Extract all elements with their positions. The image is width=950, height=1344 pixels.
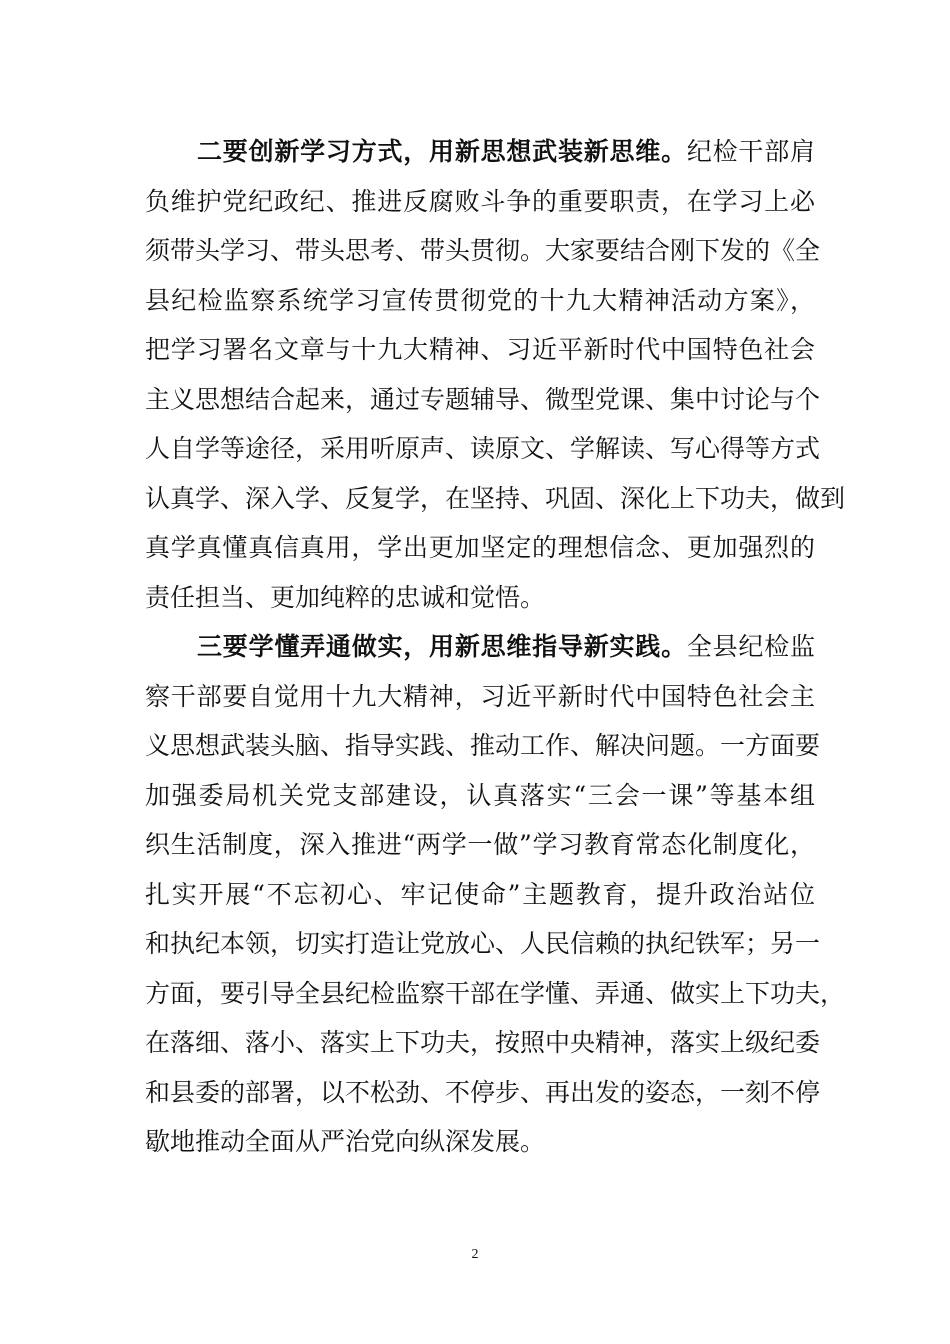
page-number: 2: [471, 1247, 479, 1262]
paragraph-2: [145, 622, 846, 1167]
paragraph-2-line: 义思想武装头脑、指导实践、推动工作、解决问题。一方面要: [145, 731, 821, 760]
paragraph-2-line-1-rest: 全县纪检监: [686, 632, 815, 661]
paragraph-2-line-1: [145, 622, 815, 672]
paragraph-2-line: 加强委局机关党支部建设，认真落实“三会一课”等基本组: [145, 780, 815, 810]
paragraph-2-line: 和县委的部署，以不松劲、不停步、再出发的姿态，一刻不停: [145, 1077, 821, 1107]
paragraph-2-line: 察干部要自觉用十九大精神，习近平新时代中国特色社会主: [145, 681, 815, 711]
paragraph-1-line: 主义思想结合起来，通过专题辅导、微型党课、集中讨论与个: [145, 384, 821, 414]
paragraph-1-line: 县纪检监察系统学习宣传贯彻党的十九大精神活动方案》，: [145, 285, 815, 315]
paragraph-1-line-1: [145, 127, 815, 177]
paragraph-1-line: 认真学、深入学、反复学，在坚持、巩固、深化上下功夫，做到: [145, 483, 846, 513]
document-body: [145, 127, 846, 1167]
paragraph-1-line: 负维护党纪政纪、推进反腐败斗争的重要职责，在学习上必: [145, 186, 815, 216]
paragraph-1-line: 把学习署名文章与十九大精神、习近平新时代中国特色社会: [145, 335, 815, 364]
paragraph-1-line-1-rest: 纪检干部肩: [686, 137, 815, 166]
paragraph-1-line: 责任担当、更加纯粹的忠诚和觉悟。: [145, 582, 546, 612]
paragraph-2-line: 在落细、落小、落实上下功夫，按照中央精神，落实上级纪委: [145, 1028, 821, 1057]
paragraph-1-line: 须带头学习、带头思考、带头贯彻。大家要结合刚下发的《全: [145, 236, 821, 265]
paragraph-1-line: 真学真懂真信真用，学出更加坚定的理想信念、更加强烈的: [145, 533, 815, 562]
paragraph-1-line: 人自学等途径，采用听原声、读原文、学解读、写心得等方式: [145, 434, 821, 463]
paragraph-2-line: 扎实开展“不忘初心、牢记使命”主题教育，提升政治站位: [145, 879, 815, 909]
paragraph-2-line: 方面，要引导全县纪检监察干部在学懂、弄通、做实上下功夫，: [145, 978, 846, 1008]
paragraph-2-line: 和执纪本领，切实打造让党放心、人民信赖的执纪铁军；另一: [145, 929, 821, 958]
paragraph-2-line: 歇地推动全面从严治党向纵深发展。: [145, 1127, 546, 1156]
paragraph-2-lead: 三要学懂弄通做实，用新思维指导新实践。: [197, 632, 687, 661]
paragraph-1: [145, 127, 846, 622]
paragraph-1-lead: 二要创新学习方式，用新思想武装新思维。: [197, 137, 687, 166]
paragraph-2-line: 织生活制度，深入推进“两学一做”学习教育常态化制度化，: [145, 830, 815, 859]
